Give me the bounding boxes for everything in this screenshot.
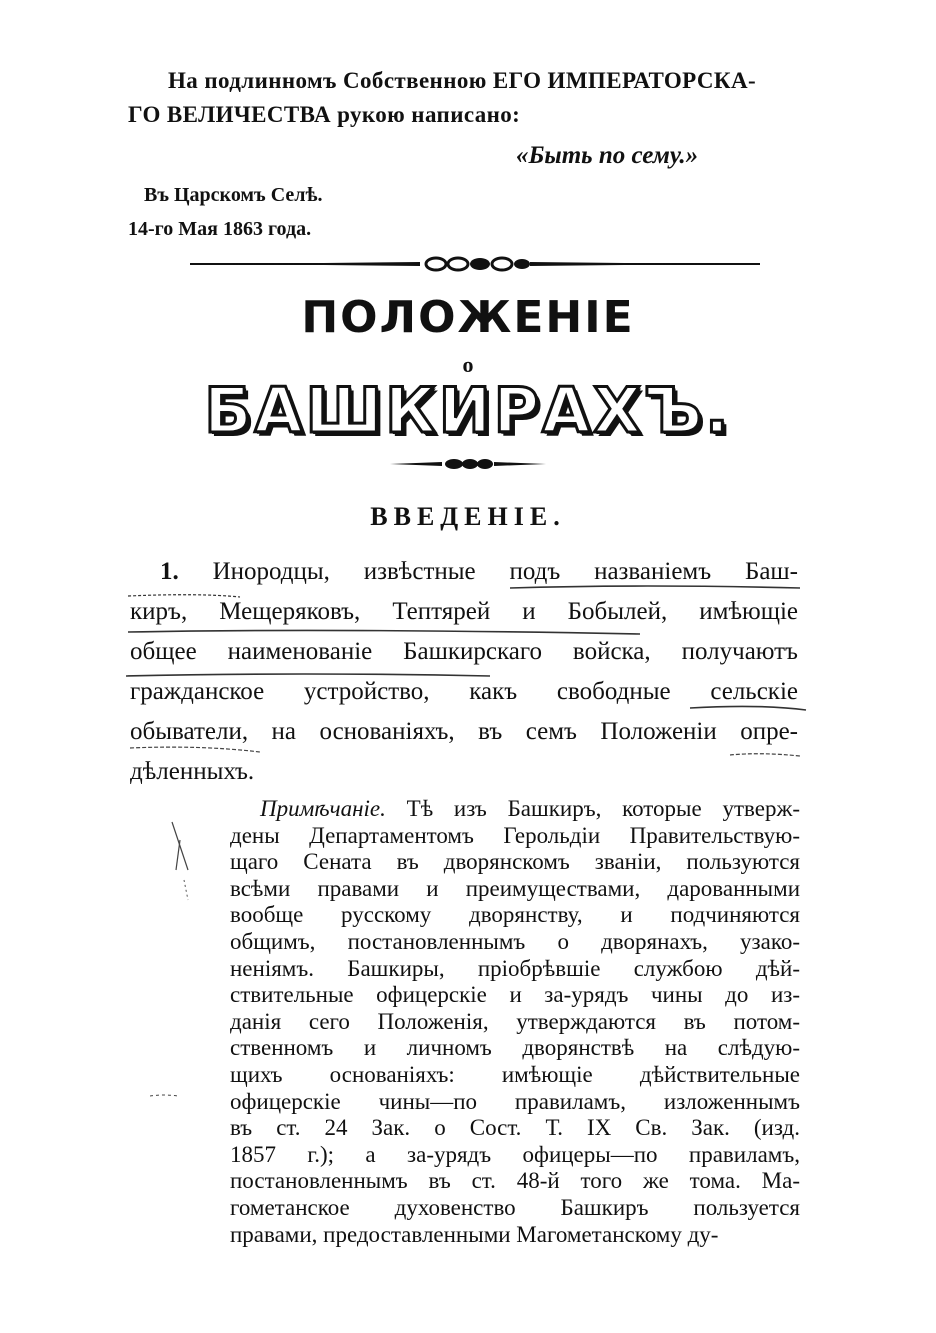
article-number: 1.: [160, 558, 179, 585]
article-1-line: киръ, Мещеряковъ, Тептярей и Бобылей, имѣющіе: [130, 598, 798, 625]
note-line: ственномъ и личномъ дворянствѣ на слѣдую-: [230, 1035, 800, 1061]
article-1-line: общее наименованіе Башкирскаго войска, получаютъ: [130, 638, 798, 665]
article-1-line: 1. Инородцы, извѣстные подъ названіемъ Баш-: [160, 558, 798, 585]
note-line: щаго Сената въ дворянскомъ званіи, пользуются: [230, 849, 800, 875]
note-line: всѣми правами и преимуществами, дарованными: [230, 875, 800, 901]
note-line: дены Департаментомъ Герольдіи Правительствую-: [230, 822, 800, 848]
note-line: вообще русскому дворянству, и подчиняются: [230, 902, 800, 928]
article-1-line: обыватели, на основаніяхъ, въ семъ Положеніи опре-: [130, 718, 798, 745]
date-line: 14-го Мая 1863 года.: [128, 218, 312, 240]
note-line: общимъ, постановленнымъ о дворянахъ, узако-: [230, 928, 800, 954]
note-line: неніямъ. Башкиры, пріобрѣвшіе службою дѣй-: [230, 955, 800, 981]
header-line-2: ГО ВЕЛИЧЕСТВА рукою написано:: [128, 102, 521, 127]
imperial-resolution: «Быть по сему.»: [516, 142, 699, 169]
place-line: Въ Царскомъ Селѣ.: [144, 184, 323, 206]
note-line: правами, предоставленными Магометанскому ду-: [230, 1221, 719, 1247]
note-line: 1857 г.); а за-урядъ офицеры—по правиламъ,: [230, 1141, 800, 1167]
margin-pencil-marks: [150, 810, 220, 1110]
title-line-1: ПОЛОЖЕНІЕ: [301, 292, 635, 343]
note-line: Примѣчаніе. Тѣ изъ Башкиръ, которые утверж-: [260, 796, 800, 821]
note-line: данія сего Положенія, утверждаются въ потом-: [230, 1008, 800, 1034]
note-line: ствительные офицерскіе и за-урядъ чины до из-: [230, 982, 800, 1008]
note-line: офицерскіе чины—по правиламъ, изложеннымъ: [230, 1088, 800, 1114]
note-line: гометанское духовенство Башкиръ пользуется: [230, 1194, 800, 1220]
article-1-note: [230, 796, 800, 1248]
title-connector: о: [462, 352, 474, 377]
note-label: Примѣчаніе.: [260, 796, 386, 821]
article-1-line: дѣленныхъ.: [130, 758, 255, 785]
section-heading: ВВЕДЕНІЕ.: [370, 502, 566, 531]
note-line: щихъ основаніяхъ: имѣющіе дѣйствительные: [230, 1061, 800, 1087]
article-1-line: гражданское устройство, какъ свободные сельскіе: [130, 678, 798, 705]
note-line: въ ст. 24 Зак. о Сост. Т. IX Св. Зак. (изд.: [230, 1115, 800, 1141]
title-line-2: БАШКИРАХЪ.: [204, 374, 732, 447]
note-line: постановленнымъ въ ст. 48-й того же тома. Ма-: [230, 1168, 800, 1194]
header-line-1: На подлинномъ Собственною ЕГО ИМПЕРАТОРСКА-: [168, 68, 757, 93]
